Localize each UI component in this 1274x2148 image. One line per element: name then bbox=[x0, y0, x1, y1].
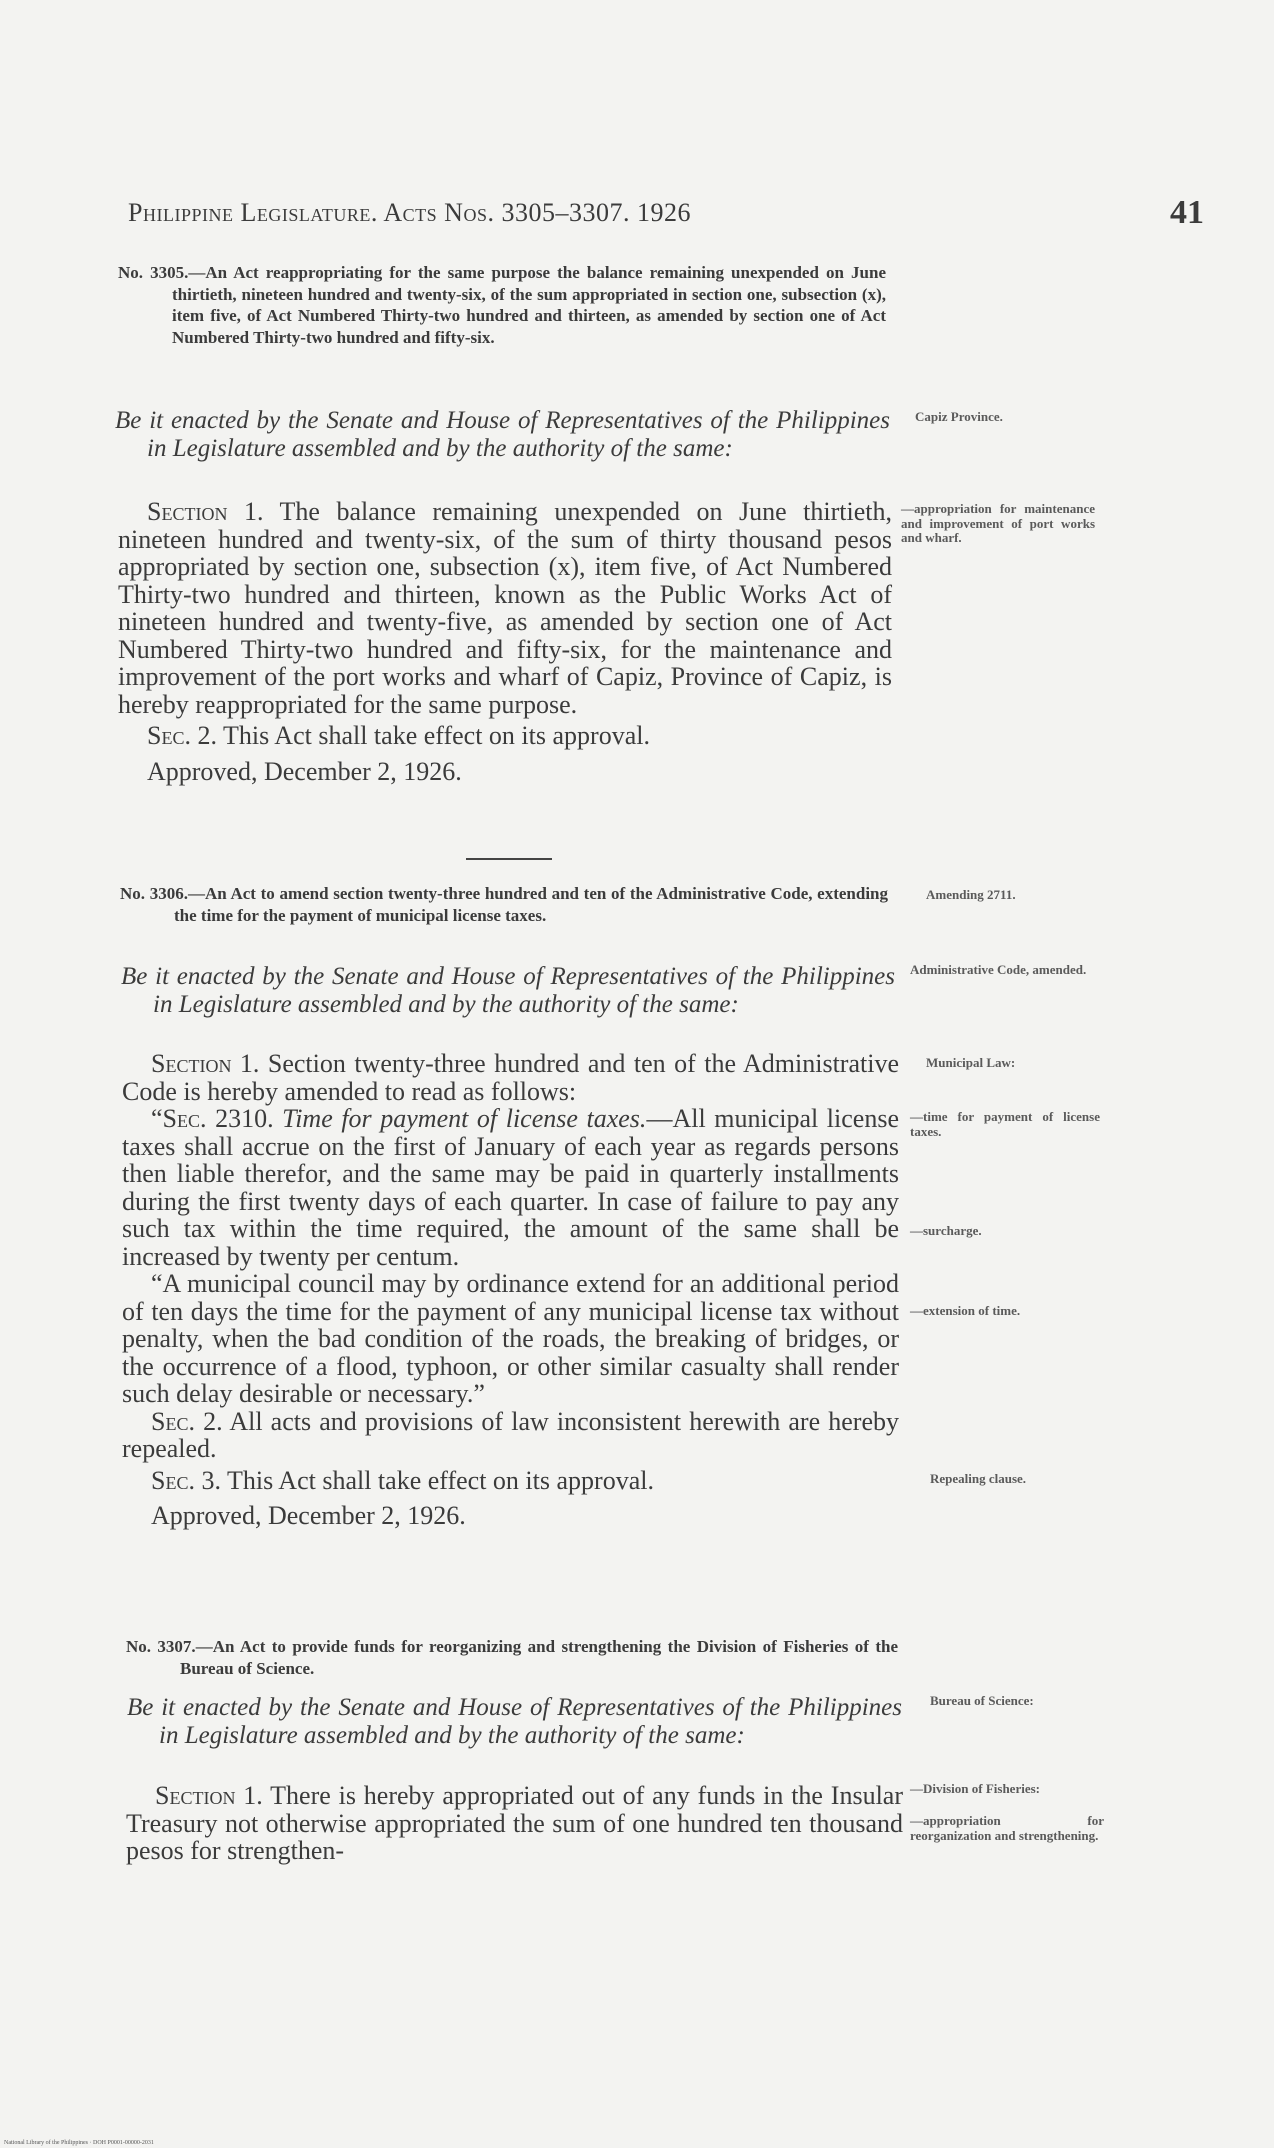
act-3306-title-text: —An Act to amend section twenty-three hundred and ten of the Administrative Code, extending the time for the payment of municipal license taxes. bbox=[174, 884, 889, 925]
section-label: Sec. 2. bbox=[151, 1406, 223, 1436]
act-3305-section-1 bbox=[118, 498, 892, 718]
act-3305-margin-note-2: —appropriation for maintenance and improvement of port works and wharf. bbox=[901, 501, 1095, 545]
act-3306-enacting-clause: Be it enacted by the Senate and House of Representatives of the Philippines in Legislature assembled and by the authority of the same: bbox=[121, 963, 895, 1018]
act-3305-title bbox=[118, 262, 886, 348]
section-text: All acts and provisions of law inconsistent herewith are hereby repealed. bbox=[122, 1406, 899, 1463]
section-label: Section 1. bbox=[147, 497, 264, 526]
page-number: 41 bbox=[1170, 194, 1204, 231]
act-3307-margin-note-2: —Division of Fisheries: bbox=[910, 1781, 1040, 1796]
act-3307-enacting-clause: Be it enacted by the Senate and House of Representatives of the Philippines in Legislature assembled and by the authority of the same: bbox=[127, 1694, 902, 1749]
quoted-section-label: “Sec. 2310. bbox=[151, 1104, 274, 1133]
act-3307-number: No. 3307. bbox=[126, 1637, 196, 1656]
act-3305-approved: Approved, December 2, 1926. bbox=[147, 756, 462, 786]
section-text: The balance remaining unexpended on June thirtieth, nineteen hundred and twenty-six, of the sum of thirty thousand pesos appropriated by section one, subsection (x), item five, of Act Numbered Thirty-two hundred and thirteen, known as the Public Works Act of nineteen hundred and twenty-five, as amended by section one of Act Numbered Thirty-two hundred and fifty-six, for the maintenance and improvement of the port works and wharf of Capiz, Province of Capiz, is hereby reappropriated for the same purpose. bbox=[118, 497, 893, 719]
act-3306-margin-note-6: —extension of time. bbox=[910, 1303, 1021, 1318]
act-3305-section-2 bbox=[118, 722, 892, 750]
act-3307-title bbox=[126, 1636, 899, 1679]
section-label: Sec. 2. bbox=[147, 721, 217, 750]
act-3305-number: No. 3305. bbox=[118, 263, 189, 282]
act-3305-body bbox=[118, 498, 892, 785]
act-3306-margin-note-2: Administrative Code, amended. bbox=[910, 962, 1087, 977]
section-text: There is hereby appropriated out of any funds in the Insular Treasury not otherwise appropriated the sum of one hundred ten thousand pesos for strengthen- bbox=[126, 1781, 904, 1865]
act-3306-margin-note-3: Municipal Law: bbox=[926, 1055, 1016, 1070]
section-label: Sec. 3. bbox=[151, 1465, 221, 1495]
act-3306-quoted-section bbox=[122, 1105, 899, 1270]
quoted-section-heading: Time for payment of license taxes. bbox=[273, 1104, 647, 1133]
section-label: Section 1. bbox=[155, 1781, 263, 1810]
act-3306-approved: Approved, December 2, 1926. bbox=[151, 1501, 466, 1530]
act-3306-section-1 bbox=[122, 1050, 899, 1105]
act-3307-margin-note-1: Bureau of Science: bbox=[930, 1693, 1034, 1708]
act-3306-margin-note-5: —surcharge. bbox=[910, 1223, 982, 1238]
scan-footer: National Library of the Philippines · DOH P0001-00000-2031 bbox=[4, 2140, 154, 2146]
act-3305-margin-note-1: Capiz Province. bbox=[915, 409, 1003, 424]
quoted-section-text: —All municipal license taxes shall accrue on the first of January of each year as regards persons then liable therefor, and the same may be paid in quarterly installments during the first twenty days of each quarter. In case of failure to pay any such tax within the time required, the amount of the same shall be increased by twenty per centum. bbox=[122, 1104, 899, 1271]
act-3305-enacting-clause: Be it enacted by the Senate and House of Representatives of the Philippines in Legislature assembled and by the authority of the same: bbox=[115, 407, 890, 462]
act-3305-title-text: —An Act reappropriating for the same purpose the balance remaining unexpended on June thirtieth, nineteen hundred and twenty-six, of the sum appropriated in section one, subsection (x), item five, of Act Numbered Thirty-two hundred and thirteen, as amended by section one of Act Numbered Thirty-two hundred and fifty-six. bbox=[172, 263, 886, 347]
section-label: Section 1. bbox=[151, 1049, 260, 1078]
act-3306-margin-note-7: Repealing clause. bbox=[930, 1471, 1027, 1486]
act-3306-number: No. 3306. bbox=[120, 884, 188, 903]
section-divider bbox=[466, 858, 552, 860]
section-text: Section twenty-three hundred and ten of the Administrative Code is hereby amended to read as follows: bbox=[122, 1049, 899, 1106]
running-head: Philippine Legislature. Acts Nos. 3305–3307. 1926 bbox=[128, 198, 691, 227]
act-3306-margin-note-1: Amending 2711. bbox=[926, 887, 1016, 902]
section-text: This Act shall take effect on its approval. bbox=[216, 721, 650, 750]
act-3306-body bbox=[122, 1050, 899, 1530]
act-3307-section-1 bbox=[126, 1782, 903, 1865]
act-3307-title-text: —An Act to provide funds for reorganizing and strengthening the Division of Fisheries of the Bureau of Science. bbox=[180, 1637, 899, 1678]
section-text: This Act shall take effect on its approval. bbox=[220, 1465, 654, 1495]
act-3306-section-2 bbox=[122, 1408, 899, 1463]
act-3307-body bbox=[126, 1782, 903, 1865]
act-3306-section-3 bbox=[122, 1467, 899, 1495]
act-3306-title bbox=[120, 883, 889, 926]
act-3307-margin-note-3: —appropriation for reorganization and strengthening. bbox=[910, 1813, 1104, 1843]
act-3306-quoted-paragraph: “A municipal council may by ordinance extend for an additional period of ten days the time for the payment of any municipal license tax without penalty, when the bad condition of the roads, the breaking of bridges, or the occurrence of a flood, typhoon, or other similar casualty shall render such delay desirable or necessary.” bbox=[122, 1269, 899, 1408]
act-3306-margin-note-4: —time for payment of license taxes. bbox=[910, 1109, 1100, 1139]
